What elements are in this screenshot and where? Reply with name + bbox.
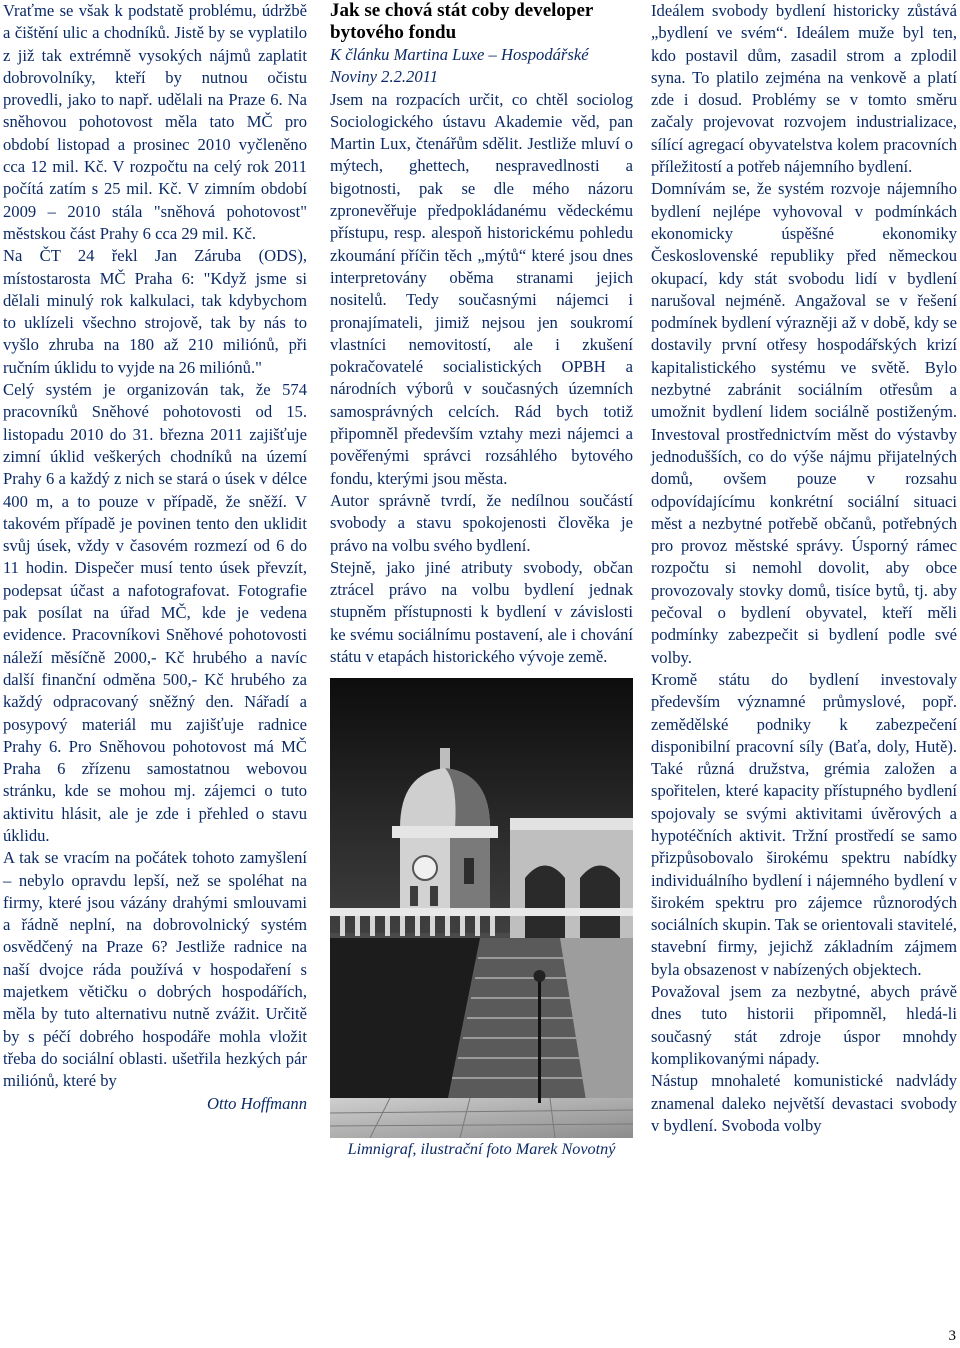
paragraph: Domnívám se, že systém rozvoje nájemního bydlení nejlépe vyhovoval v podmínkách ekonomicky úspěšné ekonomiky Československé republiky před německou okupací, kdy stát svobodu lidí v bydlení narušoval nejméně. Angažoval se v řešení podmínek bydlení výrazněji až v době, kdy se dostavily první otřesy hospodářských krizí kapitalistického systému ve světě. Bylo nezbytné zabránit sociálním otřesům a umožnit bydlení lidem sociálně postiženým. Investoval prostřednictvím měst do výstavby jednodušších, co do výše nájmu přijatelných domů, ovšem pouze v rozsahu odpovídajícímu konkrétní sociální situaci měst a nezbytné potřebě občanů, potřebných pro provoz městské správy. Úsporný rámec rozpočtu si nemohl dovolit, aby obce provozovaly stovky domů, tisíce bytů, tj. aby pečoval o bydlení obyvatel, kteří měli podmínky zabezpečit si bydlení podle své volby. <box>651 179 957 667</box>
paragraph: Jsem na rozpacích určit, co chtěl sociolog Sociologického ústavu Akademie věd, pan Martin Lux, čtenářům sdělit. Jestliže mluví o mýtech, ghettech, nespravedlnosti a bigotnosti, pak se dle mého názoru zpronevěřuje předpokládanému vědeckému přístupu, resp. alespoň historickému pohledu zkoumání příčin těch „mýtů“ které jsou dnes interpretovány oběma stranami jejich nositelů. Tedy současnými nájemci i pronajímateli, jimiž nejsou jen soukromí vlastníci nemovitostí, ale i zkušení pokračovatelé socialistických OPBH a národních výborů v současných územních samosprávných celcích. Rád bych totiž připomněl především vztahy mezi nájemci a pověřenými správci rozsáhlého bytového fondu, kterými jsou města. <box>330 89 633 488</box>
article-title: Jak se chová stát coby developer bytového fondu <box>330 0 593 43</box>
paragraph: A tak se vracím na počátek tohoto zamyšlení – nebylo opravdu lepší, než se spoléhat na firmy, které jsou vázány drahými smlouvami a řádně neplní, na dobrovolnický systém osvědčený na Praze 6? Jestliže radnice na naší dvojce ráda používá v hospodaření s majetkem větičku o dobrých hospodářích, měla by tuto alternativu nutně zvážit. Určitě by s péčí dobrého hospodáře mohla vložit třeba do sociální oblasti. ušetřila hezkých pár miliónů, které by <box>3 848 307 1091</box>
page-number: 3 <box>948 1328 956 1344</box>
right-column <box>651 0 957 1137</box>
paragraph: Autor správně tvrdí, že nedílnou součástí svobody a stavu spokojenosti člověka je právo na volbu svého bydlení. <box>330 490 633 555</box>
paragraph: Celý systém je organizován tak, že 574 pracovníků Sněhové pohotovosti od 15. listopadu 2010 do 31. března 2011 zajišťuje zimní úklid veškerých chodníků na území Prahy 6 a každý z nich se stará o úsek v délce 400 m, a to pouze v případě, že sněží. V takovém případě je povinen tento den uklidit svůj úsek, vždy v časovém rozmezí od 6 do 11 hodin. Dispečer musí tento úsek převzít, podepsat účast a nafotografovat. Fotografie pak posílat na úřad MČ, kde je vedena evidence. Pracovníkovi Sněhové pohotovosti náleží měsíčně 2000,- Kč hrubého a navíc další finanční odměna 500,- Kč hrubého za každý odpracovaný sněžný den. Nářadí a posypový materiál mu zajišťuje radnice Prahy 6. Pro Sněhovou pohotovost má MČ Praha 6 zřízenu samostatnou webovou stránku, kde se mohou mj. zájemci o tuto aktivitu hlásit, ale je zde i přehled o stavu úklidu. <box>3 380 307 845</box>
middle-column <box>330 0 633 1161</box>
limnigraf-photo <box>330 678 633 1138</box>
article-subtitle: K článku Martina Luxe – Hospodářské Noviny 2.2.2011 <box>330 45 589 87</box>
paragraph: Nástup mnohaleté komunistické nadvlády znamenal daleko největší devastaci svobody v bydlení. Svoboda volby <box>651 1071 957 1135</box>
author-signature: Otto Hoffmann <box>206 1093 307 1113</box>
paragraph: Vraťme se však k podstatě problému, údržbě a čištění ulic a chodníků. Jistě by se vyplatilo z již tak extrémně vysokých nájmů zaplatit dobrovolníky, kteří by nutnou očistu provedli, jako to např. udělali na Praze 6. Na sněhovou pohotovost měla tato MČ pro období listopad a prosinec 2010 vyčleněno cca 12 mil. Kč. V rozpočtu na celý rok 2011 počítá zatím s 25 mil. Kč. V zimním období 2009 – 2010 stála "sněhová pohotovost" městskou část Prahy 6 cca 29 mil. Kč. <box>3 1 307 243</box>
paragraph: Kromě státu do bydlení investovaly především významné průmyslové, popř. zemědělské podniky k zabezpečení disponibilní pracovní síly (Baťa, doly, Hutě). Také různá družstva, grémia založen a spořitelen, které kapacity přístupného bydlení spojovaly se svými aktivitami úvěrových a hypotéčních aktivit. Tržní prostředí se samo přizpůsobovalo širokému spektru nabídky individuálního bydlení i nájemného bydlení v širokém spektru pro zájemce různorodých sociálních skupin. Tak se orientovali stavitelé, stavební firmy, jejichž základním zájmem byla obsazenost v nabízených objektech. <box>651 669 957 979</box>
left-column <box>3 0 307 1115</box>
paragraph: Ideálem svobody bydlení historicky zůstává „bydlení ve svém“. Ideálem muže byl ten, kdo postavil dům, zasadil strom a zplodil syna. To platilo zejména na venkově a platí zde i dosud. Problémy se v tomto směru začaly projevovat rozvojem industrializace, sílící agregací obyvatelstva kolem pracovních příležitostí a potřeb nájemního bydlení. <box>651 1 957 177</box>
paragraph: Stejně, jako jiné atributy svobody, občan ztrácel právo na volbu bydlení jednak stupněm přístupnosti k bydlení v závislosti ke svému sociálnímu postavení, ale i chování státu v etapách historického vývoje země. <box>330 557 633 667</box>
paragraph: Považoval jsem za nezbytné, abych právě dnes tuto historii připomněl, hledá-li současný stát zdroje úspor mnohdy komplikovanými nápady. <box>651 982 957 1068</box>
paragraph: Na ČT 24 řekl Jan Záruba (ODS), místostarosta MČ Praha 6: "Když jsme si dělali minulý rok kalkulaci, tak kdybychom to uklízeli všechno strojově, tak by nás to vyšlo zhruba na 180 až 210 miliónů, při ručním úklidu to vyjde na 26 miliónů." <box>3 246 307 377</box>
photo-caption: Limnigraf, ilustrační foto Marek Novotný <box>347 1140 616 1159</box>
